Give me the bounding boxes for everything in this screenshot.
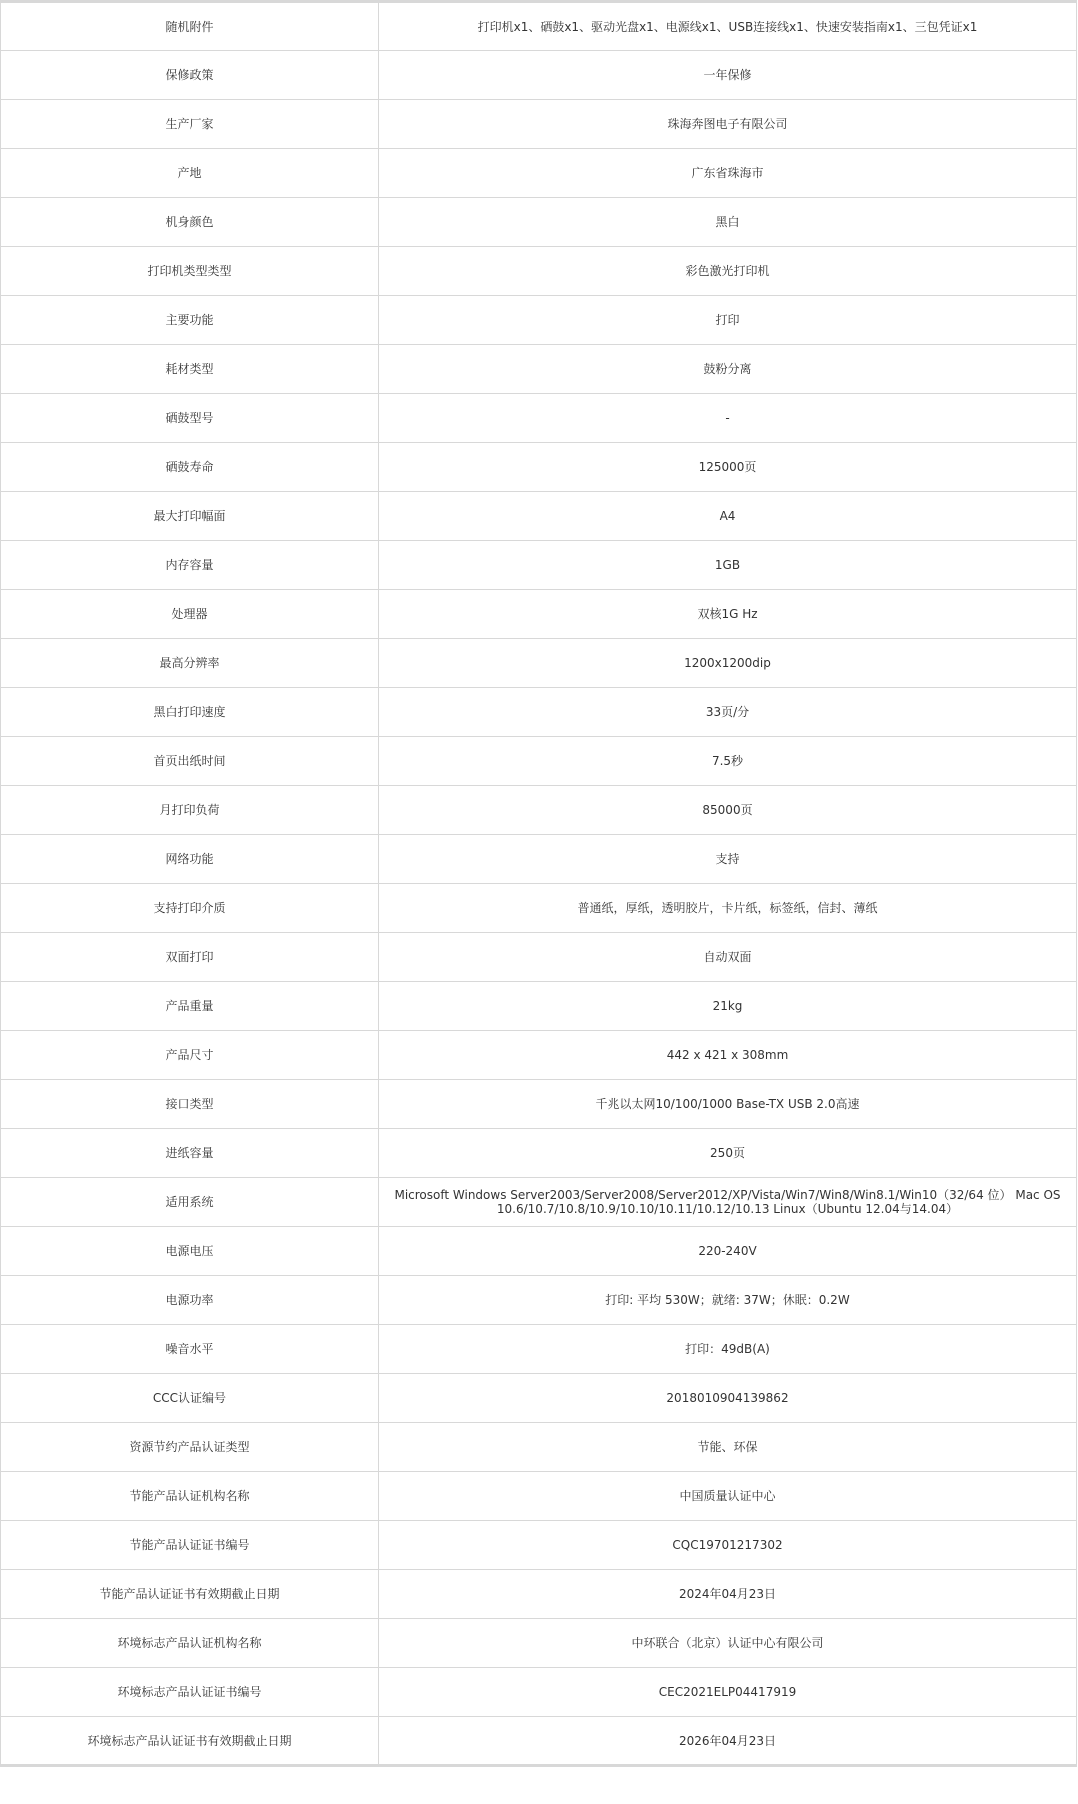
spec-label: CCC认证编号 [1,1374,379,1423]
spec-label: 最大打印幅面 [1,492,379,541]
spec-value: 黑白 [379,198,1077,247]
spec-value: 7.5秒 [379,737,1077,786]
spec-label: 产地 [1,149,379,198]
spec-value: 2024年04月23日 [379,1570,1077,1619]
spec-label: 首页出纸时间 [1,737,379,786]
spec-row [1,688,1077,737]
spec-label: 节能产品认证证书有效期截止日期 [1,1570,379,1619]
spec-label: 月打印负荷 [1,786,379,835]
spec-value: CQC19701217302 [379,1521,1077,1570]
spec-row [1,1472,1077,1521]
spec-table-body [1,2,1077,1766]
spec-label: 产品重量 [1,982,379,1031]
spec-label: 打印机类型类型 [1,247,379,296]
spec-row [1,394,1077,443]
spec-label: 环境标志产品认证机构名称 [1,1619,379,1668]
spec-label: 环境标志产品认证证书编号 [1,1668,379,1717]
spec-value: 250页 [379,1129,1077,1178]
spec-value: CEC2021ELP04417919 [379,1668,1077,1717]
spec-value: 自动双面 [379,933,1077,982]
spec-label: 内存容量 [1,541,379,590]
spec-value: A4 [379,492,1077,541]
spec-value: 一年保修 [379,51,1077,100]
spec-row [1,933,1077,982]
spec-label: 处理器 [1,590,379,639]
spec-label: 保修政策 [1,51,379,100]
spec-label: 网络功能 [1,835,379,884]
spec-label: 双面打印 [1,933,379,982]
spec-value: 220-240V [379,1227,1077,1276]
spec-row [1,1080,1077,1129]
spec-value: 普通纸，厚纸，透明胶片，卡片纸，标签纸，信封、薄纸 [379,884,1077,933]
spec-value: 打印: 平均 530W；就绪: 37W；休眠：0.2W [379,1276,1077,1325]
spec-value: 节能、环保 [379,1423,1077,1472]
spec-value: Microsoft Windows Server2003/Server2008/Server2012/XP/Vista/Win7/Win8/Win8.1/Win10（32/64 位） Mac OS 10.6/10.7/10.8/10.9/10.10/10.11/10.12/10.13 Linux（Ubuntu 12.04与14.04） [379,1178,1077,1227]
spec-value: 鼓粉分离 [379,345,1077,394]
spec-row [1,149,1077,198]
spec-value: 125000页 [379,443,1077,492]
spec-value: 珠海奔图电子有限公司 [379,100,1077,149]
spec-label: 接口类型 [1,1080,379,1129]
spec-value: 442 x 421 x 308mm [379,1031,1077,1080]
spec-row [1,345,1077,394]
spec-label: 主要功能 [1,296,379,345]
spec-row [1,1325,1077,1374]
spec-value: 21kg [379,982,1077,1031]
spec-value: 2018010904139862 [379,1374,1077,1423]
spec-label: 生产厂家 [1,100,379,149]
spec-row [1,835,1077,884]
spec-row [1,1521,1077,1570]
spec-row [1,1031,1077,1080]
spec-row [1,884,1077,933]
spec-value: 中国质量认证中心 [379,1472,1077,1521]
spec-value: 打印 [379,296,1077,345]
spec-row [1,2,1077,51]
spec-row [1,590,1077,639]
spec-value: 2026年04月23日 [379,1717,1077,1766]
spec-row [1,51,1077,100]
spec-value: 双核1G Hz [379,590,1077,639]
spec-label: 机身颜色 [1,198,379,247]
spec-value: 85000页 [379,786,1077,835]
spec-value: 1200x1200dip [379,639,1077,688]
spec-value: 打印机x1、硒鼓x1、驱动光盘x1、电源线x1、USB连接线x1、快速安装指南x1、三包凭证x1 [379,2,1077,51]
spec-row [1,982,1077,1031]
spec-label: 黑白打印速度 [1,688,379,737]
spec-label: 产品尺寸 [1,1031,379,1080]
spec-row [1,1374,1077,1423]
spec-value: 中环联合（北京）认证中心有限公司 [379,1619,1077,1668]
spec-label: 硒鼓型号 [1,394,379,443]
spec-label: 资源节约产品认证类型 [1,1423,379,1472]
spec-row [1,1276,1077,1325]
spec-row [1,541,1077,590]
spec-label: 进纸容量 [1,1129,379,1178]
spec-row [1,1619,1077,1668]
spec-label: 环境标志产品认证证书有效期截止日期 [1,1717,379,1766]
spec-label: 节能产品认证证书编号 [1,1521,379,1570]
spec-row [1,786,1077,835]
spec-row [1,443,1077,492]
spec-value: 1GB [379,541,1077,590]
spec-label: 电源电压 [1,1227,379,1276]
spec-row [1,492,1077,541]
spec-row [1,737,1077,786]
spec-label: 硒鼓寿命 [1,443,379,492]
spec-label: 支持打印介质 [1,884,379,933]
spec-label: 最高分辨率 [1,639,379,688]
spec-row [1,100,1077,149]
spec-row [1,1668,1077,1717]
spec-row [1,247,1077,296]
spec-row [1,198,1077,247]
spec-value: 打印：49dB(A) [379,1325,1077,1374]
spec-value: 彩色激光打印机 [379,247,1077,296]
spec-row [1,296,1077,345]
spec-row [1,1717,1077,1766]
spec-row [1,1570,1077,1619]
spec-label: 节能产品认证机构名称 [1,1472,379,1521]
spec-label: 适用系统 [1,1178,379,1227]
spec-value: 千兆以太网10/100/1000 Base-TX USB 2.0高速 [379,1080,1077,1129]
spec-row [1,1129,1077,1178]
spec-row [1,639,1077,688]
spec-value: - [379,394,1077,443]
spec-label: 随机附件 [1,2,379,51]
spec-label: 噪音水平 [1,1325,379,1374]
spec-row [1,1423,1077,1472]
spec-value: 支持 [379,835,1077,884]
spec-label: 电源功率 [1,1276,379,1325]
spec-row [1,1178,1077,1227]
spec-value: 33页/分 [379,688,1077,737]
spec-row [1,1227,1077,1276]
spec-label: 耗材类型 [1,345,379,394]
spec-value: 广东省珠海市 [379,149,1077,198]
